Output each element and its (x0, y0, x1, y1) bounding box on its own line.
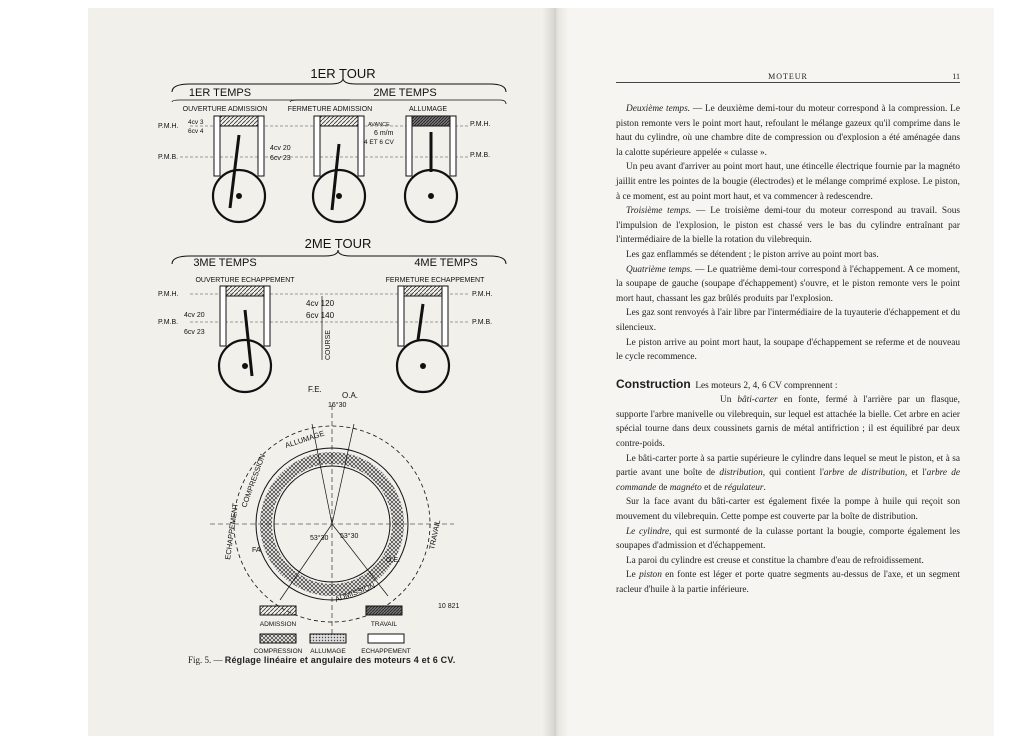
term: bâti-carter (737, 395, 778, 406)
fa-label: FA (252, 547, 261, 554)
paragraph (616, 393, 960, 451)
tour1-title: 1ER TOUR (310, 66, 376, 81)
cylinder-4 (219, 286, 271, 392)
legend-echappement: ECHAPPEMENT (361, 648, 411, 655)
caption-prefix: Fig. 5. — (188, 655, 223, 665)
text: , qui est surmonté de la culasse portant la bougie, comporte également les soupapes d'admission et d'échappement. (616, 526, 960, 552)
header-title: MOTEUR (768, 72, 808, 81)
value-4cv-20-b: 4cv 20 (184, 312, 205, 319)
paragraph (616, 102, 960, 160)
avance-label: AVANCE (368, 122, 390, 128)
fermeture-admission-label: FERMETURE ADMISSION (287, 106, 373, 113)
term: Le cylindre (626, 526, 670, 537)
paragraph (616, 336, 960, 365)
running-header (616, 68, 960, 83)
ouverture-admission-label: OUVERTURE ADMISSION (182, 106, 268, 113)
ring-echappement-label: ECHAPPEMENT (223, 502, 240, 561)
term: piston (639, 570, 662, 581)
text: — Le quatrième demi-tour correspond à l'échappement. A ce moment, la soupape de gauche (soupape d'échappement) s'ouvre, et le piston remonte vers le point mort haut, chassant les gaz brûlés produits par l'explosion. (616, 264, 961, 304)
legend-travail-swatch (366, 606, 402, 615)
section-paragraph (616, 377, 960, 394)
allumage-label: ALLUMAGE (408, 106, 448, 113)
paragraph (616, 525, 960, 554)
term: arbre de distribution (823, 468, 905, 479)
figure-ref: 10 821 (438, 603, 460, 610)
paragraph (616, 263, 960, 307)
paragraph (616, 495, 960, 524)
term: arbre de commande (616, 468, 961, 493)
text: de (658, 482, 668, 493)
paragraph (616, 306, 960, 335)
pmb-left-1: P.M.B. (158, 154, 179, 161)
cylinder-3 (405, 116, 457, 222)
legend-admission-swatch (260, 606, 296, 615)
tour2-title: 2ME TOUR (304, 236, 372, 251)
text: Un peu avant d'arriver au point mort haut, une étincelle électrique fournie par la magnéto jaillit entre les pointes de la bougie (électrodes) et le mélange comprimé explose. Le piston, à ce moment, est au point mort haut, et va commencer à redescendre. (616, 162, 960, 202)
section-heading: Construction (616, 376, 691, 391)
text: La paroi du cylindre est creuse et constitue la chambre d'eau de refroidissement. (626, 555, 924, 566)
value-6cv-140: 6cv 140 (306, 311, 335, 320)
temps1-label: 1ER TEMPS (188, 87, 252, 99)
paragraph (616, 554, 960, 569)
paragraph (616, 248, 960, 263)
text: en fonte, fermé à l'arrière par un flasque, supporte l'arbre manivelle ou vilebrequin, sur lequel est attachée la bielle. Cet arbre en acier spécial tourne dans deux coussinets garnis de métal antifriction ; il est équilibré par deux contre-poids. (616, 395, 961, 450)
angle-53a-label: 53°30 (310, 535, 329, 542)
pmh-right-1: P.M.H. (470, 121, 491, 128)
value-6cv-4: 6cv 4 (188, 128, 204, 135)
text: Les gaz enflammés se détendent ; le piston arrive au point mort bas. (626, 249, 879, 260)
pmb-right-2: P.M.B. (472, 319, 493, 326)
text: Un (720, 395, 732, 406)
cylinder-1 (213, 116, 265, 222)
pmb-left-2: P.M.B. (158, 319, 179, 326)
temps3-label: 3ME TEMPS (193, 257, 257, 269)
term: Quatrième temps. (626, 264, 693, 275)
avance-cv: 4 ET 6 CV (364, 139, 394, 146)
value-4cv-20: 4cv 20 (270, 145, 291, 152)
pmb-right-1: P.M.B. (470, 152, 491, 159)
paragraph (616, 160, 960, 204)
text: Le bâti-carter porte à sa partie supérieure le cylindre dans lequel se meut le piston, et à sa partie avant une boîte de (616, 453, 960, 479)
oa-label: O.A. (342, 391, 359, 400)
legend-admission: ADMISSION (259, 621, 297, 628)
engine-timing-figure (150, 60, 526, 660)
text: Les gaz sont renvoyés à l'air libre par l'intermédiaire de la tuyauterie d'échappement et du silencieux. (616, 308, 960, 333)
course-label: COURSE (325, 330, 332, 360)
term: magnéto (669, 482, 702, 493)
ring-compression-label: COMPRESSION (239, 452, 268, 509)
value-6cv-23: 6cv 23 (270, 155, 291, 162)
legend-echappement-swatch (368, 634, 404, 643)
legend-travail: TRAVAIL (370, 621, 398, 628)
figure-caption (188, 655, 518, 665)
oe-label: O.E. (386, 557, 401, 564)
caption-title: Réglage linéaire et angulaire des moteurs 4 et 6 CV. (224, 655, 456, 665)
legend-allumage: ALLUMAGE (310, 648, 346, 655)
fermeture-echappement-label: FERMETURE ECHAPPEMENT (385, 277, 485, 284)
avance-mm: 6 m/m (374, 130, 394, 137)
timing-circle (210, 405, 454, 645)
paragraph (616, 204, 960, 248)
text: Les moteurs 2, 4, 6 CV comprennent : (695, 380, 838, 391)
fe-label: F.E. (308, 385, 322, 394)
temps2-label: 2ME TEMPS (373, 87, 437, 99)
text: , et l' (904, 468, 927, 479)
pmh-left-1: P.M.H. (158, 123, 179, 130)
value-4cv-120: 4cv 120 (306, 299, 335, 308)
text: Sur la face avant du bâti-carter est également fixée la pompe à huile qui reçoit son mouvement du vilebrequin. Cette pompe est couverte par la boîte de distribution. (616, 497, 960, 523)
angle-53b-label: 53°30 (340, 533, 359, 540)
angle-16-label: 16°30 (328, 402, 347, 409)
cylinder-5 (397, 286, 449, 392)
legend-allumage-swatch (310, 634, 346, 643)
text: Le piston arrive au point mort haut, la soupape d'échappement se referme et de nouveau le cycle recommence. (616, 337, 960, 363)
page-number: 11 (952, 72, 960, 81)
text: Le (626, 570, 636, 581)
legend-compression-swatch (260, 634, 296, 643)
ring-allumage-label: ALLUMAGE (283, 428, 326, 450)
pmh-right-2: P.M.H. (472, 291, 493, 298)
ouverture-echappement-label: OUVERTURE ECHAPPEMENT (195, 277, 295, 284)
term: Troisième temps. (626, 206, 692, 217)
text: — Le troisième demi-tour du moteur correspond au travail. Sous l'impulsion de l'explosion, le piston est chassé vers le bas du cylindre entraînant par l'intermédiaire de la bielle la rotation du vilebrequin. (616, 206, 960, 246)
temps4-label: 4ME TEMPS (414, 257, 478, 269)
pmh-left-2: P.M.H. (158, 291, 179, 298)
text: . (763, 482, 766, 493)
value-4cv-3: 4cv 3 (188, 119, 204, 126)
paragraph (616, 452, 960, 496)
text: en fonte est léger et porte quatre segments au-dessus de l'axe, et un segment racleur d'huile à la partie inférieure. (616, 570, 960, 595)
text: et de (704, 482, 722, 493)
book-gutter (542, 8, 568, 736)
text: , qui contient l' (762, 468, 824, 479)
term: régulateur (724, 482, 764, 493)
body-text (616, 102, 960, 598)
paragraph (616, 568, 960, 597)
legend-compression: COMPRESSION (253, 648, 303, 655)
ring-admission-label: ADMISSION (333, 581, 377, 604)
cylinder-2 (313, 116, 365, 222)
term: distribution (719, 468, 763, 479)
term: Deuxième temps. (626, 104, 691, 114)
text: — Le deuxième demi-tour du moteur correspond à la compression. Le piston remonte vers le point mort haut, refoulant le mélange gazeux qu'il comprime dans le haut du cylindre, où une chambre dite de compression ou d'explosion a été aménagée dans la calotte supérieure appelée « culasse ». (616, 104, 960, 158)
value-6cv-23-b: 6cv 23 (184, 329, 205, 336)
ring-travail-label: TRAVAIL (427, 519, 443, 551)
